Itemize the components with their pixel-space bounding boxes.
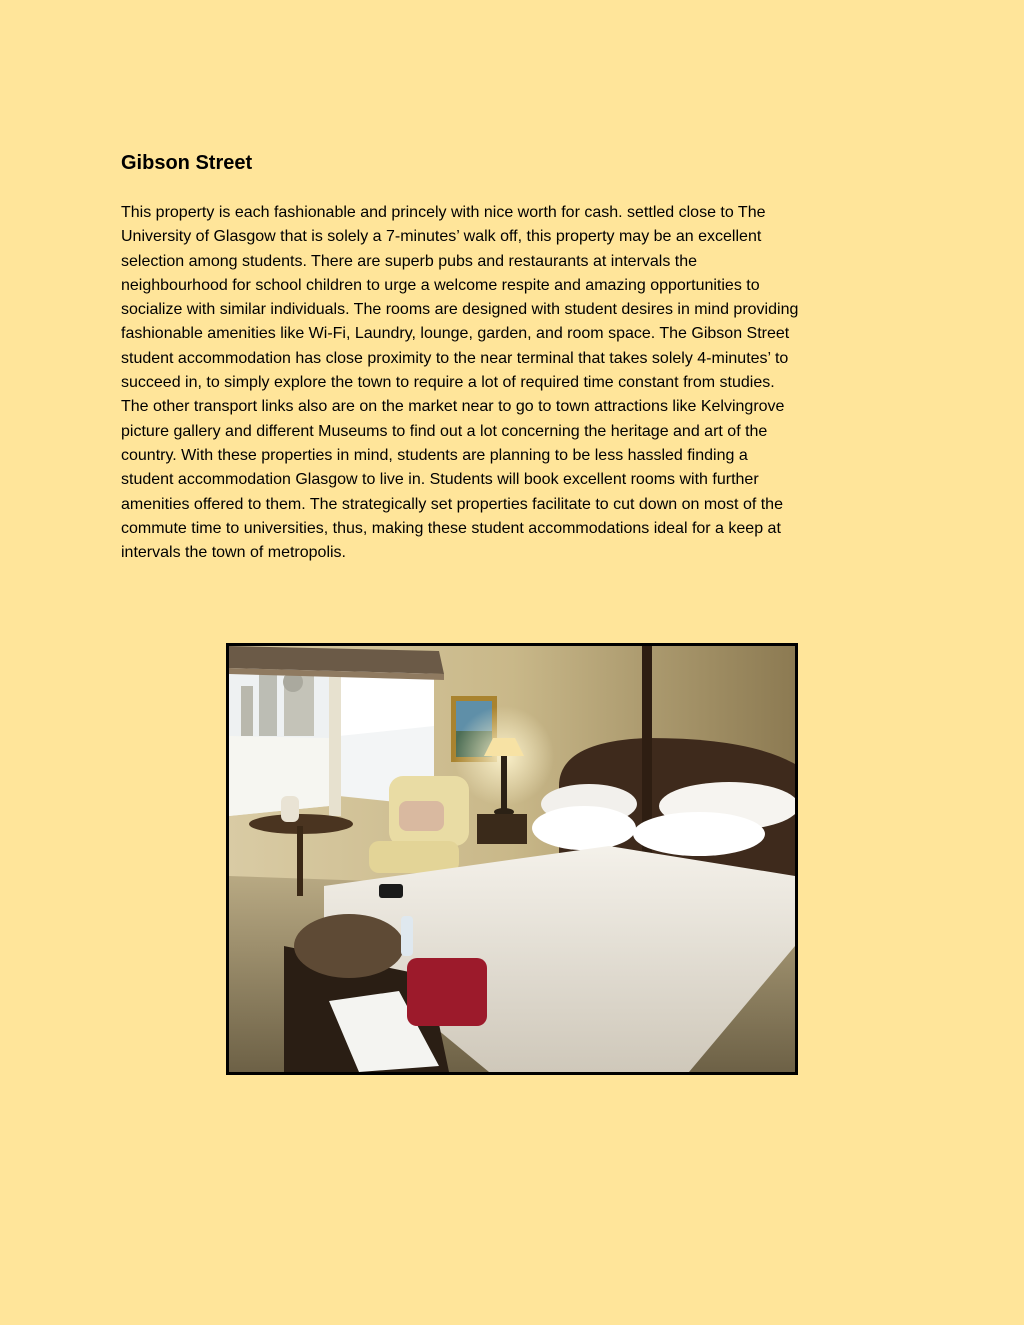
- camera: [379, 884, 403, 898]
- window-mullion: [329, 656, 341, 816]
- paragraph-line: succeed in, to simply explore the town to require a lot of required time constant from studies.: [121, 374, 775, 392]
- paragraph-line: This property is each fashionable and princely with nice worth for cash. settled close to The: [121, 204, 766, 221]
- paragraph-line: country. With these properties in mind, students are planning to be less hassled finding a: [121, 446, 748, 464]
- paragraph-line: intervals the town of metropolis.: [121, 544, 346, 562]
- bedroom-illustration: [229, 646, 795, 1072]
- paragraph-line: fashionable amenities like Wi-Fi, Laundry, lounge, garden, and room space. The Gibson Street: [121, 325, 790, 343]
- nightstand: [477, 814, 527, 844]
- paragraph-line: commute time to universities, thus, making these student accommodations ideal for a keep at: [121, 519, 781, 537]
- paragraph-line: student accommodation Glasgow to live in. Students will book excellent rooms with further: [121, 471, 759, 489]
- page-title: Gibson Street: [121, 152, 253, 174]
- paragraph-line: student accommodation has close proximity to the near terminal that takes solely 4-minutes’ to: [121, 349, 789, 367]
- body-paragraph: [121, 201, 911, 565]
- paragraph-line: The other transport links also are on the market near to go to town attractions like Kelvingrove: [121, 398, 785, 416]
- water-bottle: [401, 916, 413, 956]
- paragraph-line: selection among students. There are superb pubs and restaurants at intervals the: [121, 252, 698, 270]
- paragraph-line: picture gallery and different Museums to find out a lot concerning the heritage and art of the: [121, 422, 768, 440]
- paragraph-line: socialize with similar individuals. The rooms are designed with student desires in mind providing: [121, 301, 799, 319]
- bedroom-photo: [226, 643, 798, 1075]
- brown-bag: [294, 914, 404, 978]
- window-left: [229, 656, 329, 816]
- paragraph-line: amenities offered to them. The strategically set properties facilitate to cut down on most of the: [121, 495, 783, 513]
- paragraph-line: University of Glasgow that is solely a 7-minutes’ walk off, this property may be an excellent: [121, 228, 762, 246]
- paragraph-line: neighbourhood for school children to urge a welcome respite and amazing opportunities to: [121, 276, 760, 294]
- red-bag: [407, 958, 487, 1026]
